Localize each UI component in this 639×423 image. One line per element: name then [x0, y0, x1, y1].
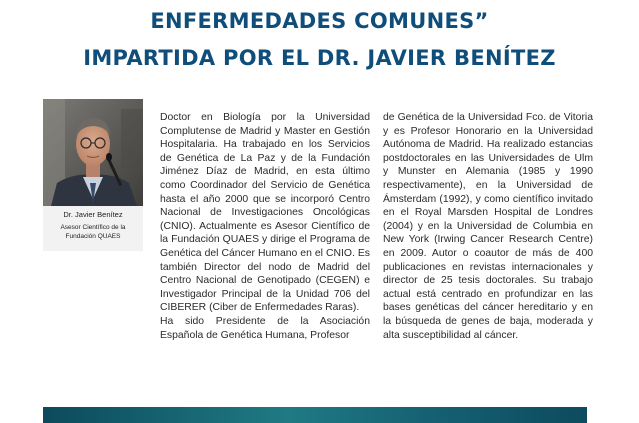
bio-paragraph: Doctor en Biología por la Universidad Complutense de Madrid y Master en Gestión Hospitalaria. Ha trabajado en los Servicios de Genética de La Paz y de la Fundación Jiménez Díaz de Madrid, en esta último como Coordinador del Servicio de Genética hasta el año 2000 que se incorporó Centro Nacional de Investigaciones Oncológicas (CNIO). Actualmente es Asesor Científico de la Fundación QUAES y dirige el Programa de Genética del Cáncer Humano en el CNIO. Es también Director del nodo de Madrid del Centro Nacional de Genotipado (CEGEN) e Investigador Principal de la Unidad 706 del CIBERER (Ciber de Enfermedades Raras). — [160, 112, 370, 314]
speaker-photo-card — [43, 99, 143, 251]
bio-paragraph: de Genética de la Universidad Fco. de Vitoria y es Profesor Honorario en la Universidad Autónoma de Madrid. Ha realizado estancias postdoctorales en las Universidades de Ulm y Munster en Alemania (1985 y 1990 respectivamente), en la Universidad de Ámsterdam (1992), y como científico invitado en el Royal Marsden Hospital de Londres (2004) y en la Universidad de Columbia en New York (Irwing Cancer Research Centre) en 2009. Autor o coautor de más de 400 publicaciones en revistas internacionales y director de 25 tesis doctorales. Su trabajo actual está centrado en profundizar en las bases genéticas del cáncer hereditario y en la búsqueda de genes de baja, moderada y alta susceptibilidad al cáncer. — [383, 112, 593, 341]
speaker-photo — [43, 99, 143, 206]
speaker-caption-role-line-1: Asesor Científico de la — [60, 224, 126, 231]
speaker-caption-role-line-2: Fundación QUAES — [65, 233, 121, 240]
bio-paragraph: Ha sido Presidente de la Asociación Española de Genética Humana, Profesor — [160, 315, 370, 341]
bio-column-right — [383, 111, 593, 342]
speaker-caption-name: Dr. Javier Benítez — [63, 210, 123, 219]
page-title-line-1: ENFERMEDADES COMUNES” — [150, 9, 489, 33]
page-title-line-2: IMPARTIDA POR EL DR. JAVIER BENÍTEZ — [83, 46, 556, 70]
speaker-caption-role — [43, 223, 143, 241]
bio-column-left — [160, 111, 370, 342]
footer-bar — [43, 407, 587, 423]
